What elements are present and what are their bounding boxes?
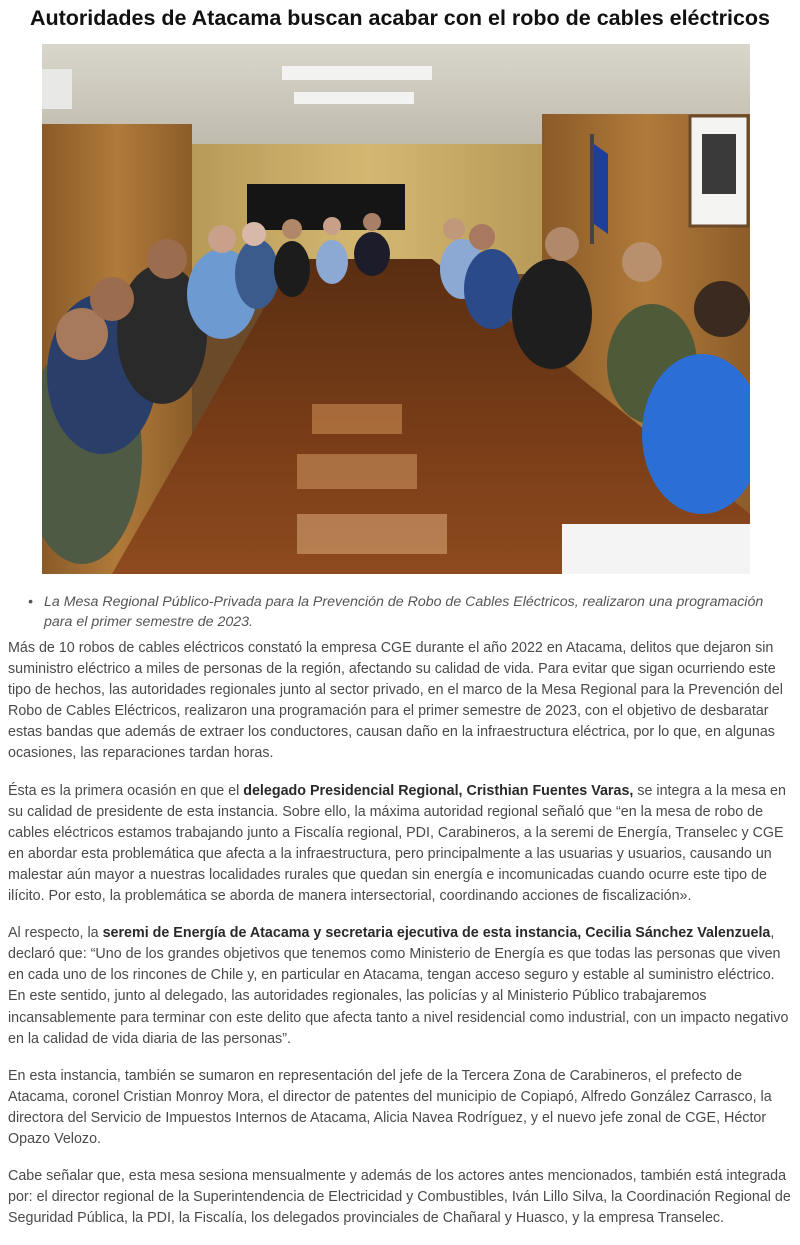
meeting-photo [42,44,750,574]
paragraph-2-intro: Ésta es la primera ocasión en que el [8,782,244,799]
paragraph-2-body: se integra a la mesa en su calidad de presidente de esta instancia. Sobre ello, la máxima autoridad regional señaló que “en la mesa de robo de cables eléctricos estamos trabajando junto a Fiscalía regional, PDI, Carabineros, a la seremi de Energía, Transelec y CGE en abordar esta problemática que afecta a la infraestructura, pero principalmente a las usuarias y usuarios, causando un malestar aún mayor a nuestras localidades rurales que quedan sin energía e incomunicadas cuando ocurre este tipo de ilícito. Por esto, la problemática se aborda de manera intersectorial, coordinando acciones de fiscalización». [8,782,786,905]
meeting-photo-illustration [42,44,750,574]
caption-text: La Mesa Regional Público-Privada para la Prevención de Robo de Cables Eléctricos, realizaron una programación para el primer semestre de 2023. [44,594,764,630]
article-body [8,638,792,1245]
paragraph-5: Cabe señalar que, esta mesa sesiona mensualmente y además de los actores antes mencionados, también está integrada por: el director regional de la Superintendencia de Electricidad y Combustibles, Iván Lillo Silva, la Coordinación Regional de Seguridad Pública, la PDI, la Fiscalía, los delegados provinciales de Chañaral y Huasco, y la empresa Transelec. [8,1168,791,1227]
paragraph-3-highlight: seremi de Energía de Atacama y secretaria ejecutiva de esta instancia, Cecilia Sánchez Valenzuela [102,925,771,942]
paragraph-2 [8,781,792,908]
paragraph-2-highlight: delegado Presidencial Regional, Cristhian Fuentes Varas, [243,782,634,799]
photo-caption [28,592,788,632]
caption-bullet: • [28,594,33,610]
article-headline: Autoridades de Atacama buscan acabar con el robo de cables eléctricos [29,6,771,30]
paragraph-3-intro: Al respecto, la [8,925,103,942]
paragraph-4: En esta instancia, también se sumaron en representación del jefe de la Tercera Zona de Carabineros, el prefecto de Atacama, coronel Cristian Monroy Mora, el director de patentes del municipio de Copiapó, Alfredo González Carrasco, la directora del Servicio de Impuestos Internos de Atacama, Alicia Navea Rodríguez, y el nuevo jefe zonal de CGE, Héctor Opazo Velozo. [8,1067,772,1147]
paragraph-3-body: , declaró que: “Uno de los grandes objetivos que tenemos como Ministerio de Energía es que todas las personas que viven en cada uno de los rincones de Chile y, en particular en Atacama, tengan acceso seguro y estable al suministro eléctrico. En este sentido, junto al delegado, las autoridades regionales, las policías y al Ministerio Público trabajaremos incansablemente para terminar con este delito que afecta tanto a nivel residencial como industrial, con un impacto negativo en la calidad de vida diaria de las personas”. [8,925,789,1047]
paragraph-3 [8,923,792,1050]
paragraph-1: Más de 10 robos de cables eléctricos constató la empresa CGE durante el año 2022 en Atacama, delitos que dejaron sin suministro eléctrico a miles de personas de la región, afectando su calidad de vida. Para evitar que sigan ocurriendo este tipo de hechos, las autoridades regionales junto al sector privado, en el marco de la Mesa Regional para la Prevención del Robo de Cables Eléctricos, realizaron una programación para el primer semestre de 2023, con el objetivo de desbaratar estas bandas que además de extraer los conductores, causan daño en la infraestructura eléctrica, por lo que, en algunas ocasiones, las reparaciones tardan horas. [8,640,783,762]
